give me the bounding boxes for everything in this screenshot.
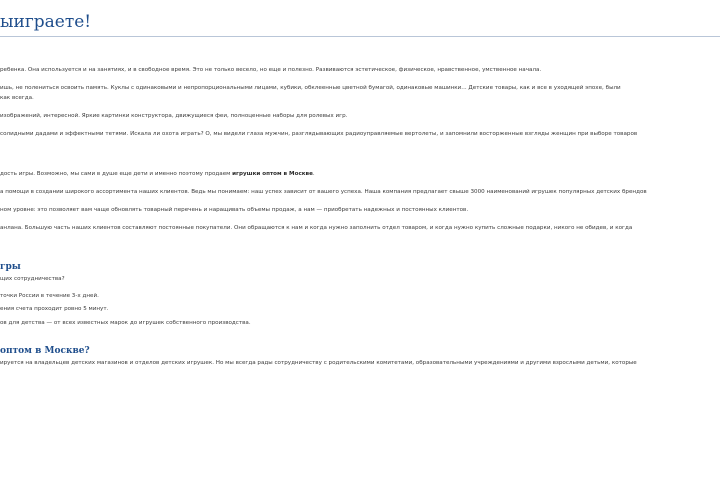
- paragraph-6: а помощи в создании широкого ассортимента наших клиентов. Ведь мы понимаем: наш успех зависит от вашего успеха. Наша компания предлагает свыше 3000 наименований игрушек популярных детских брендов: [0, 189, 647, 195]
- title-divider: [0, 36, 720, 37]
- paragraph-5-text: дость игры. Возможно, мы сами в душе еще дети и именно поэтому продаем: [0, 171, 233, 177]
- paragraph-5: [0, 171, 315, 178]
- paragraph-2: ишь, не полениться освоить память. Куклы с одинаковыми и непропорциональными лицами, кубики, обклеенные цветной бумагой, одинаковые машинки... Детские товары, как и все в уходящей эпохе, были: [0, 85, 621, 91]
- paragraph-5-end: .: [312, 171, 315, 177]
- section-1-line-1: щих сотрудничества?: [0, 276, 65, 282]
- paragraph-2-continued: как всегда.: [0, 95, 34, 101]
- paragraph-1: ребенка. Она используется и на занятиях, и в свободное время. Это не только весело, но еще и полезно. Развиваются эстетическое, физическое, нравственное, умственное начала.: [0, 67, 542, 73]
- paragraph-4: солидными дадами и эффектными тетями. Искала ли охота играть? О, мы видели глаза мужчин, разглядывающих радиоуправляемые вертолеты, и запомнили восторженные взгляды женщин при выборе товаров: [0, 131, 638, 137]
- section-1-line-2: точки России в течение 3-х дней.: [0, 293, 99, 299]
- section-heading-wholesale: оптом в Москве?: [0, 346, 90, 356]
- section-2-line-1: ируется на владельцев детских магазинов и отделов детских игрушек. Но мы всегда рады сотрудничеству с родительскими комитетами, образовательными учреждениями и другими взрослыми детьми, которые: [0, 360, 637, 366]
- section-1-line-4: ов для детства — от всех известных марок до игрушек собственного производства.: [0, 320, 251, 326]
- section-heading-games: гры: [0, 262, 21, 272]
- paragraph-3: изображений, интересной. Яркие картинки конструктора, движущиеся феи, полноценные наборы для ролевых игр.: [0, 113, 348, 119]
- section-1-line-3: ения счета проходит ровно 5 минут.: [0, 306, 109, 312]
- paragraph-8: анлана. Большую часть наших клиентов составляют постоянные покупатели. Они обращаются к нам и когда нужно заполнить отдел товаром, и когда нужно купить сложные подарки, никого не обидев, и когда: [0, 225, 633, 231]
- paragraph-7: ном уровне: это позволяет вам чаще обновлять товарный перечень и наращивать объемы продаж, а нам — приобретать надежных и постоянных клиентов.: [0, 207, 469, 213]
- paragraph-5-highlight: игрушки оптом в Москве: [232, 171, 313, 177]
- page-title: ыиграете!: [0, 12, 92, 32]
